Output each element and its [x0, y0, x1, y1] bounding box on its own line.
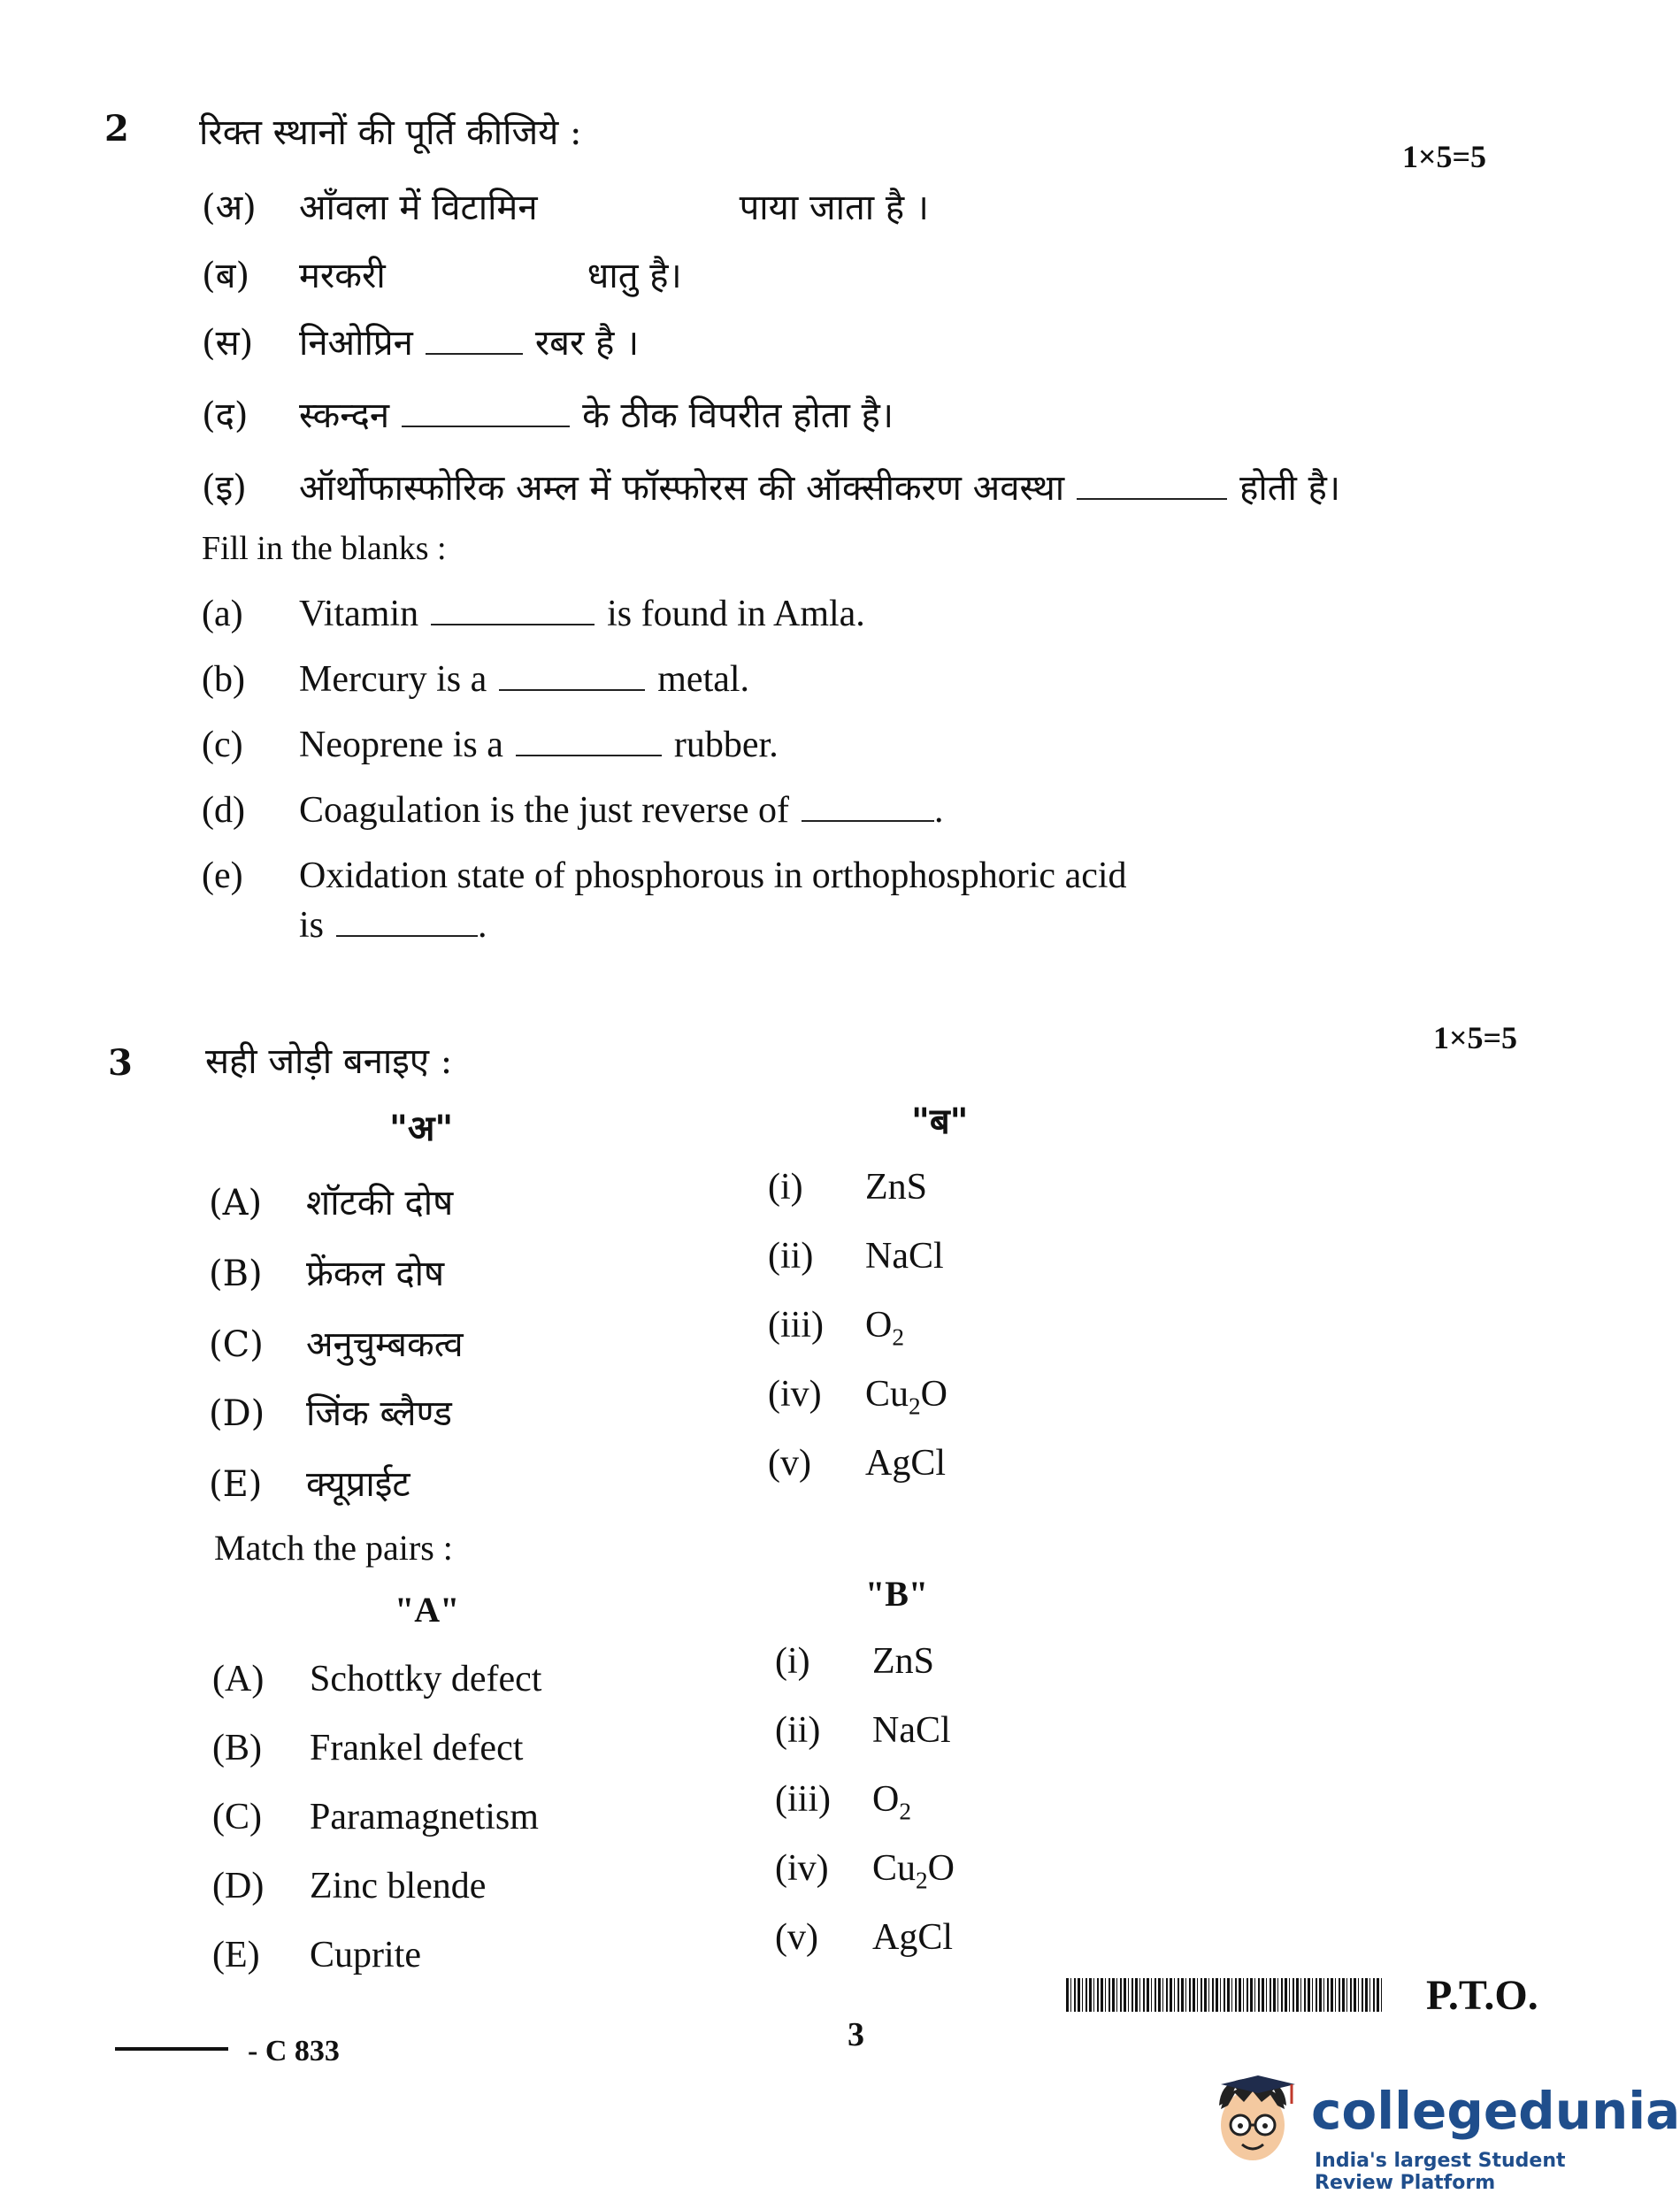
collegedunia-logo-text: collegedunia [1311, 2081, 1680, 2141]
page-number: 3 [848, 2016, 864, 2053]
match-left-item: (B) Frankel defect [212, 1728, 524, 1768]
question-number-3: 3 [108, 1042, 133, 1084]
match-right-item: (iv) $Cu_2O$ [775, 1848, 955, 1894]
match-left-item: (C) Paramagnetism [212, 1797, 539, 1837]
question-number-2: 2 [104, 108, 129, 150]
blank [499, 688, 645, 691]
match-right-item: (ii) NaCl [775, 1710, 951, 1751]
match-right-item: (v) AgCl [775, 1917, 954, 1958]
q2-english-heading: Fill in the blanks : [202, 530, 447, 567]
q2-hindi-item: (द) स्कन्दन के ठीक विपरीत होता है। [202, 395, 894, 436]
match-left-item: (C) अनुचुम्बकत्व [209, 1324, 464, 1365]
q2-hindi-item: (इ) ऑर्थोफास्फोरिक अम्ल में फॉस्फोरस की ऑक्सीकरण अवस्था होती है। [202, 468, 1341, 509]
q3-english-column-b-heading: "B" [865, 1574, 929, 1614]
q2-english-item: (c) Neoprene is a rubber. [202, 725, 779, 765]
match-left-item: (E) Cuprite [212, 1935, 421, 1975]
collegedunia-mascot-icon [1203, 2070, 1300, 2176]
match-left-item: (E) क्यूप्राईट [209, 1464, 410, 1505]
q3-english-heading: Match the pairs : [214, 1528, 453, 1568]
match-right-item: (i) ZnS [775, 1641, 935, 1682]
blank [431, 623, 595, 625]
q2-english-item: (d) Coagulation is the just reverse of . [202, 790, 944, 831]
match-right-item: (iii) $O_2$ [768, 1305, 904, 1351]
match-left-item: (D) Zinc blende [212, 1866, 487, 1906]
q3-marks: 1×5=5 [1433, 1020, 1518, 1055]
q2-english-item: (b) Mercury is a metal. [202, 659, 750, 700]
blank [1077, 497, 1227, 500]
match-left-item: (A) शॉटकी दोष [209, 1183, 454, 1224]
q2-hindi-item: (अ) आँवला में विटामिन पाया जाता है । [202, 188, 929, 228]
match-right-item: (v) AgCl [768, 1443, 947, 1484]
blank [426, 352, 523, 355]
paper-code: - C 833 [248, 2035, 340, 2067]
q3-hindi-column-b-heading: "ब" [911, 1101, 969, 1142]
match-right-item: (ii) NaCl [768, 1236, 944, 1277]
pto-label: P.T.O. [1426, 1972, 1538, 2019]
barcode [1066, 1978, 1385, 2012]
blank [398, 287, 575, 288]
match-left-item: (D) जिंक ब्लैण्ड [209, 1393, 452, 1434]
blank [402, 425, 570, 427]
blank [802, 819, 934, 822]
q2-hindi-item: (ब) मरकरी धातु है। [202, 256, 682, 296]
q2-marks: 1×5=5 [1402, 139, 1487, 174]
q2-hindi-item: (स) निओप्रिन रबर है । [202, 323, 640, 364]
q2-english-item: (e) Oxidation state of phosphorous in orthophosphoric acid [202, 855, 1127, 896]
footer-rule [115, 2047, 228, 2051]
blank [336, 934, 478, 937]
q2-english-item-continued: is . [299, 905, 487, 946]
match-right-item: (iv) $Cu_2O$ [768, 1374, 948, 1420]
blank [516, 754, 662, 756]
match-left-item: (B) फ्रेंकल दोष [209, 1254, 445, 1294]
q2-hindi-heading: रिक्त स्थानों की पूर्ति कीजिये : [199, 112, 582, 153]
collegedunia-tagline: India's largest Student Review Platform [1315, 2150, 1566, 2194]
match-right-item: (iii) $O_2$ [775, 1779, 911, 1825]
match-left-item: (A) Schottky defect [212, 1659, 542, 1699]
q3-english-column-a-heading: "A" [395, 1590, 460, 1630]
q3-hindi-heading: सही जोड़ी बनाइए : [205, 1041, 453, 1082]
q2-english-item: (a) Vitamin is found in Amla. [202, 594, 865, 634]
match-right-item: (i) ZnS [768, 1167, 928, 1208]
q3-hindi-column-a-heading: "अ" [389, 1108, 454, 1149]
